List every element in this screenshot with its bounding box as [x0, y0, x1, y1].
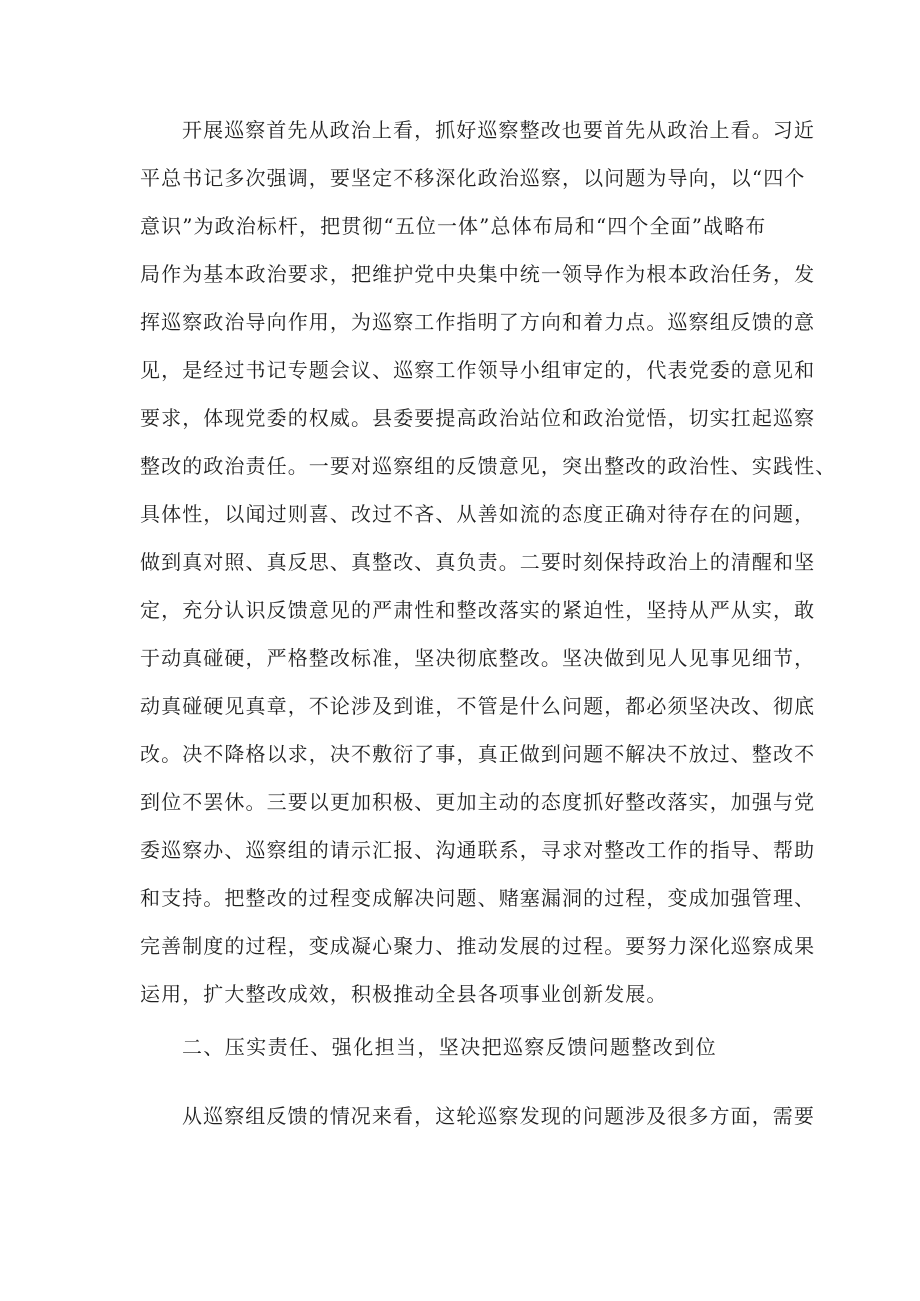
paragraph-1-line-14: 改。决不降格以求，决不敷衍了事，真正做到问题不解决不放过、整改不: [140, 742, 816, 766]
paragraph-1-line-12: 于动真碰硬，严格整改标准，坚决彻底整改。坚决做到见人见事见细节，: [140, 646, 816, 670]
paragraph-1-line-6: 见，是经过书记专题会议、巡察工作领导小组审定的，代表党委的意见和: [140, 358, 816, 382]
paragraph-1-line-13: 动真碰硬见真章，不论涉及到谁，不管是什么问题，都必须坚决改、彻底: [140, 694, 816, 718]
paragraph-1-line-5: 挥巡察政治导向作用，为巡察工作指明了方向和着力点。巡察组反馈的意: [140, 310, 816, 334]
paragraph-1-line-19: 运用，扩大整改成效，积极推动全县各项事业创新发展。: [140, 982, 668, 1006]
paragraph-2-line-1: 从巡察组反馈的情况来看，这轮巡察发现的问题涉及很多方面，需要: [182, 1104, 815, 1128]
paragraph-1-line-17: 和支持。把整改的过程变成解决问题、赌塞漏洞的过程，变成加强管理、: [140, 886, 816, 910]
paragraph-1-line-9: 具体性，以闻过则喜、改过不吝、从善如流的态度正确对待存在的问题，: [140, 502, 816, 526]
section-heading: 二、压实责任、强化担当，坚决把巡察反馈问题整改到位: [182, 1035, 717, 1059]
paragraph-1-line-1: 开展巡察首先从政治上看，抓好巡察整改也要首先从政治上看。习近: [182, 118, 815, 142]
paragraph-1-line-7: 要求，体现党委的权威。县委要提高政治站位和政治觉悟，切实扛起巡察: [140, 406, 816, 430]
paragraph-1-line-11: 定，充分认识反馈意见的严肃性和整改落实的紧迫性，坚持从严从实，敢: [140, 598, 816, 622]
paragraph-1-line-18: 完善制度的过程，变成凝心聚力、推动发展的过程。要努力深化巡察成果: [140, 934, 816, 958]
paragraph-1-line-3: 意识”为政治标杆，把贯彻“五位一体”总体布局和“四个全面”战略布: [140, 214, 767, 238]
paragraph-1-line-15: 到位不罢休。三要以更加积极、更加主动的态度抓好整改落实，加强与党: [140, 790, 816, 814]
paragraph-1-line-16: 委巡察办、巡察组的请示汇报、沟通联系，寻求对整改工作的指导、帮助: [140, 838, 816, 862]
paragraph-1-line-4: 局作为基本政治要求，把维护党中央集中统一领导作为根本政治任务，发: [140, 262, 816, 286]
paragraph-1-line-2: 平总书记多次强调，要坚定不移深化政治巡察，以问题为导向，以“四个: [140, 166, 806, 190]
paragraph-1-line-8: 整改的政治责任。一要对巡察组的反馈意见，突出整改的政治性、实践性、: [140, 454, 837, 478]
paragraph-1-line-10: 做到真对照、真反思、真整改、真负责。二要时刻保持政治上的清醒和坚: [140, 550, 816, 574]
